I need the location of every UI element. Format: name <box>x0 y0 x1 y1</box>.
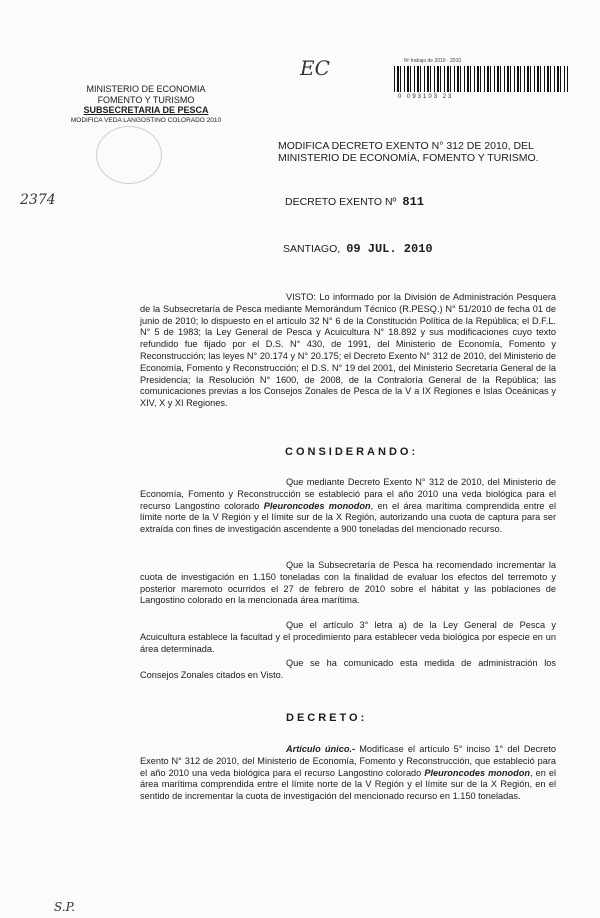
handwritten-initials-top: EC <box>300 56 330 80</box>
ministry-line-1: MINISTERIO DE ECONOMIA <box>86 84 206 94</box>
considerando-paragraph-1 <box>140 477 556 536</box>
article-label: Artículo único.- <box>286 744 356 754</box>
date-stamp: 09 JUL. 2010 <box>346 242 433 256</box>
c1-text-b: , en el área marítima comprendida entre el límite norte de la V Región y el límite sur de la X Región, autorizando una cuota de captura para ser extraída con fines de investigación ascendente a 900 toneladas del mencionado recurso. <box>140 500 556 535</box>
document-title: MODIFICA DECRETO EXENTO N° 312 DE 2010, DEL MINISTERIO DE ECONOMÍA, FOMENTO Y TURISMO. <box>278 140 539 164</box>
decree-number: 811 <box>402 195 424 209</box>
barcode-caption: Nº trabajo de 2010 · 2010 <box>404 58 462 64</box>
decreto-heading: DECRETO: <box>286 712 368 724</box>
barcode-number: 0 093103 23 <box>398 94 454 100</box>
barcode <box>394 66 568 92</box>
c1-species: Pleuroncodes monodon <box>263 500 371 511</box>
considerando-heading: CONSIDERANDO: <box>285 446 419 458</box>
place-date-line <box>283 242 433 256</box>
decree-number-line <box>285 195 424 209</box>
visto-paragraph <box>140 292 556 410</box>
considerando-paragraph-2: Que la Subsecretaría de Pesca ha recomendado incrementar la cuota de investigación en 1.150 toneladas con la finalidad de evaluar los efectos del terremoto y posterior maremoto ocurridos el 27 de febrero de 2010 sobre el hábitat y las poblaciones de Langostino colorado en la mencionada área marítima. <box>140 560 556 606</box>
ministry-line-3: SUBSECRETARIA DE PESCA <box>83 105 209 115</box>
ministry-line-4: MODIFICA VEDA LANGOSTINO COLORADO 2010 <box>70 116 222 124</box>
article-text-b: , en el área marítima comprendida entre el límite norte de la V Región y el límite sur de la X Región, en el sentido de incrementar la cuota de investigación del mencionado recurso en 1.150 toneladas. <box>140 767 557 802</box>
considerando-paragraph-4: Que se ha comunicado esta medida de administración los Consejos Zonales citados en Visto. <box>140 658 556 680</box>
article-paragraph <box>140 744 556 803</box>
city: SANTIAGO, <box>283 243 341 255</box>
article-species: Pleuroncodes monodon <box>424 767 530 778</box>
handwritten-initials-bottom: S.P. <box>54 900 76 914</box>
ministry-header <box>46 84 246 126</box>
handwritten-number: 2374 <box>20 192 56 208</box>
ministry-line-2: FOMENTO Y TURISMO <box>97 94 195 105</box>
official-stamp <box>96 126 162 184</box>
decree-label: DECRETO EXENTO Nº <box>285 196 397 208</box>
visto-label: VISTO: <box>286 292 316 302</box>
c1-text-a: Que mediante Decreto Exento N° 312 de 2010, del Ministerio de Economía, Fomento y Reconstrucción se estableció para el año 2010 una veda biológica para el recurso Langostino colorado <box>140 477 556 511</box>
article-text-a: Modifícase el artículo 5° inciso 1° del Decreto Exento N° 312 de 2010, del Ministerio de Economía, Fomento y Reconstrucción, que estableció para el año 2010 una veda biológica para el recurso Langostino colorado <box>140 744 556 778</box>
visto-text: Lo informado por la División de Administración Pesquera de la Subsecretaría de Pesca mediante Memorándum Técnico (R.PESQ.) N° 51/2010 de fecha 01 de junio de 2010; lo dispuesto en el artículo 32 N° 6 de la Constitución Política de la República; el D.F.L. N° 5 de 1983; la Ley General de Pesca y Acuicultura N° 18.892 y sus modificaciones cuyo texto refundido fue fijado por el D.S. N° 430, de 1991, del Ministerio de Economía, Fomento y Reconstrucción; las leyes N° 20.174 y N° 20.175; el Decreto Exento N° 312 de 2010, del Ministerio de Economía, Fomento y Reconstrucción; el D.S. N° 19 del 2001, del Ministerio Secretaría General de la Presidencia; la Resolución N° 1600, de 2008, de la Contraloría General de la República; las comunicaciones previas a los Consejos Zonales de Pesca de la V a IX Regiones e Islas Oceánicas y XIV, X y XI Regiones. <box>140 292 556 409</box>
considerando-paragraph-3: Que el artículo 3° letra a) de la Ley General de Pesca y Acuicultura establece la facultad y el procedimiento para establecer veda biológica por especie en un área determinada. <box>140 620 556 654</box>
